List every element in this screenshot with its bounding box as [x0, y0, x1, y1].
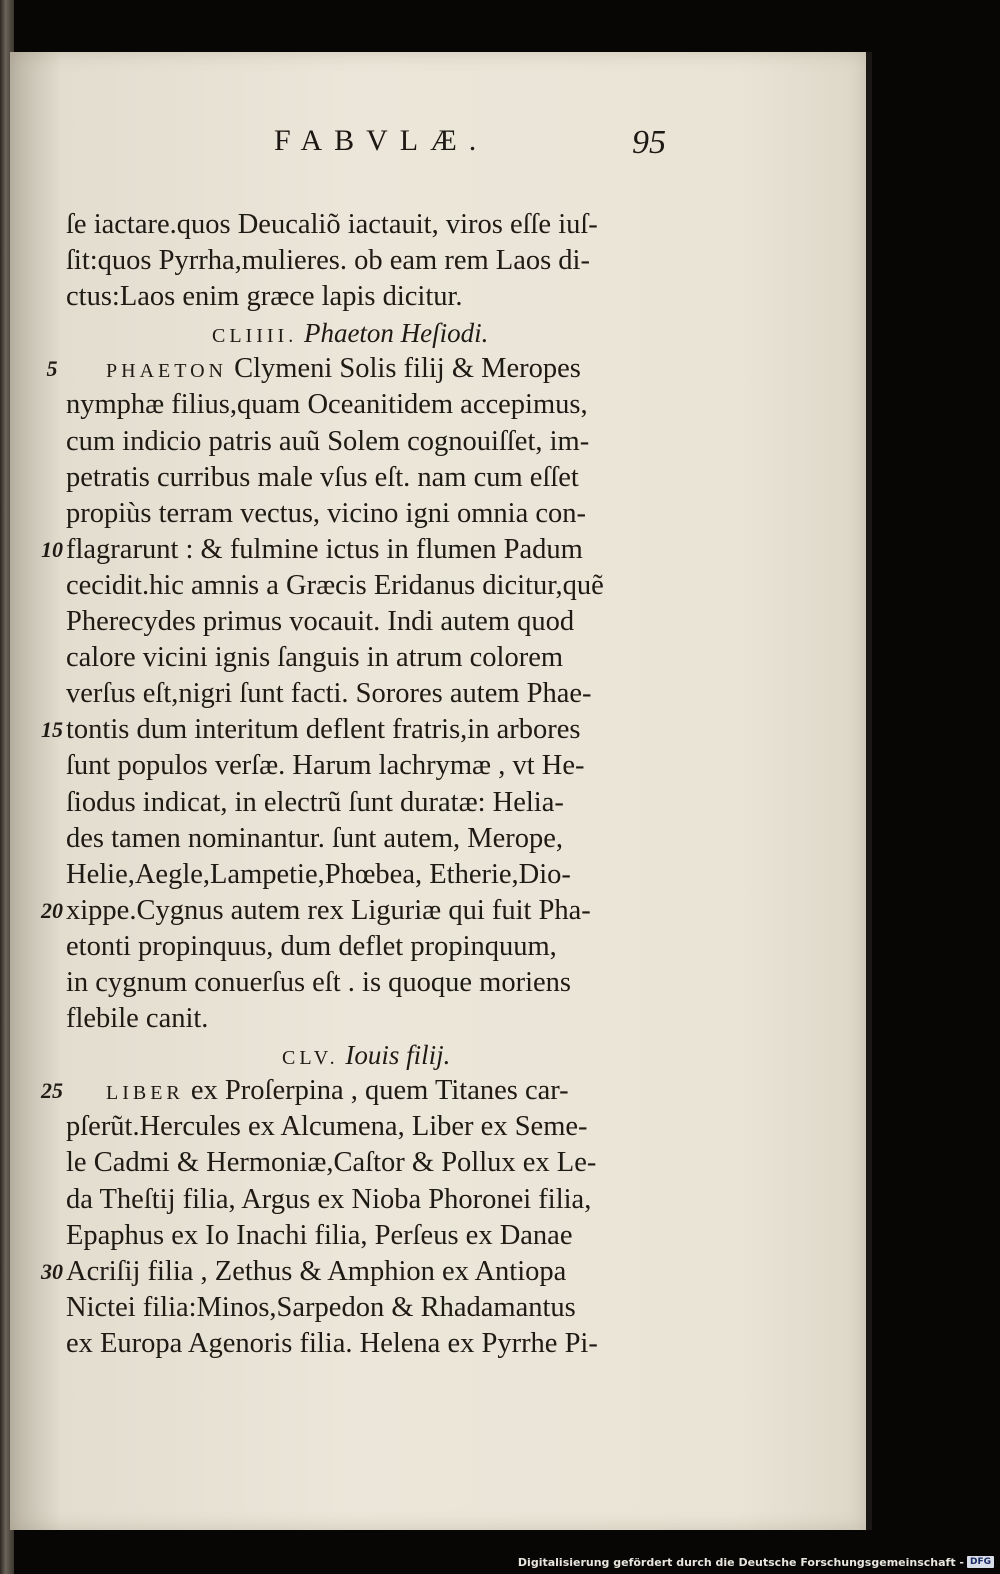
margin-line-number: 20: [41, 897, 63, 923]
running-head: [10, 124, 866, 164]
line-text: Pherecydes primus vocauit. Indi autem quod: [66, 606, 575, 638]
dfg-logo: DFG: [967, 1556, 994, 1568]
line-text: da Theſtij filia, Argus ex Nioba Phoronei filia,: [66, 1183, 592, 1215]
text-line: [66, 1145, 686, 1181]
margin-line-number: 5: [46, 356, 58, 382]
text-line: [41, 712, 686, 748]
page-edge-shadow: [866, 52, 872, 1530]
section-number: CLV.: [282, 1047, 339, 1070]
line-text: Nictei filia:Minos,Sarpedon & Rhadamantus: [66, 1291, 576, 1323]
text-line: [66, 424, 686, 460]
line-text: propiùs terram vectus, vicino igni omnia con-: [66, 497, 586, 529]
text-line: [66, 821, 686, 857]
initial-word: LIBER: [106, 1082, 184, 1105]
line-text: Epaphus ex Io Inachi filia, Perſeus ex Danae: [66, 1219, 573, 1251]
text-line: [66, 640, 686, 676]
text-line: [66, 279, 686, 315]
line-text: verſus eſt,nigri ſunt facti. Sorores autem Phae-: [66, 678, 592, 710]
line-text: petratis curribus male vſus eſt. nam cum eſſet: [66, 461, 579, 493]
initial-word: PHAETON: [106, 360, 227, 383]
line-text: cum indicio patris auũ Solem cognouiſſet, im-: [66, 425, 590, 457]
line-text: pſerũt.Hercules ex Alcumena, Liber ex Seme-: [66, 1111, 588, 1143]
line-text: tontis dum interitum deflent fratris,in arbores: [66, 714, 581, 746]
section-heading: [66, 1037, 686, 1073]
margin-line-number: 15: [41, 717, 63, 743]
margin-line-number: 25: [41, 1078, 63, 1104]
section-heading: [66, 315, 686, 351]
text-line: [66, 676, 686, 712]
book-page: [10, 52, 866, 1530]
text-line: [66, 1182, 686, 1218]
line-text: ſe iactare.quos Deucaliõ iactauit, viros eſſe iuſ-: [66, 209, 598, 240]
digitization-footer: [518, 1552, 994, 1572]
line-text: ſiodus indicat, in electrũ ſunt duratæ: Helia-: [66, 786, 564, 818]
text-line: [66, 965, 686, 1001]
section-number: CLIIII.: [212, 325, 298, 348]
line-text: calore vicini ignis ſanguis in atrum colorem: [66, 642, 564, 674]
text-line: [66, 496, 686, 532]
text-line: [66, 460, 686, 496]
text-line: [41, 532, 686, 568]
text-line: [66, 785, 686, 821]
text-line: [66, 243, 686, 279]
text-line: [66, 1290, 686, 1326]
section-title: Iouis filij.: [345, 1040, 451, 1071]
text-line: [66, 748, 686, 784]
line-text: Clymeni Solis filij & Meropes: [234, 353, 581, 385]
text-line: [41, 893, 686, 929]
running-head-title: FABVLÆ.: [274, 124, 489, 157]
line-text: etonti propinquus, dum deflet propinquum,: [66, 930, 557, 962]
line-text: des tamen nominantur. ſunt autem, Merope,: [66, 822, 564, 854]
line-text: ex Europa Agenoris filia. Helena ex Pyrrhe Pi-: [66, 1327, 598, 1359]
line-text: in cygnum conuerſus eſt . is quoque moriens: [66, 966, 571, 998]
line-text: xippe.Cygnus autem rex Liguriæ qui fuit Pha-: [66, 894, 591, 926]
text-line: [66, 1109, 686, 1145]
line-text: ctus:Laos enim græce lapis dicitur.: [66, 281, 463, 313]
line-text: flebile canit.: [66, 1003, 209, 1035]
line-text: Helie,Aegle,Lampetie,Phœbea, Etherie,Dio-: [66, 858, 571, 890]
section-title: Phaeton Heſiodi.: [303, 318, 489, 349]
text-line: [66, 1218, 686, 1254]
text-line: [66, 207, 686, 243]
margin-line-number: 30: [41, 1258, 63, 1284]
line-text: Acriſij filia , Zethus & Amphion ex Antiopa: [66, 1255, 567, 1287]
text-line: [41, 1073, 686, 1109]
text-line: [66, 929, 686, 965]
line-text: ex Proſerpina , quem Titanes car-: [190, 1075, 569, 1107]
line-text: ſunt populos verſæ. Harum lachrymæ , vt He-: [66, 750, 585, 782]
footer-credit: Digitalisierung gefördert durch die Deutsche Forschungsgemeinschaft -: [517, 1555, 964, 1569]
text-block: [41, 207, 686, 1362]
text-line: [41, 1254, 686, 1290]
line-text: flagrarunt : & fulmine ictus in flumen Padum: [66, 533, 583, 565]
text-line: [66, 1001, 686, 1037]
line-text: ſit:quos Pyrrha,mulieres. ob eam rem Laos di-: [66, 245, 590, 277]
text-line: [66, 387, 686, 423]
line-text: nymphæ filius,quam Oceanitidem accepimus,: [66, 389, 588, 421]
text-line: [66, 1326, 686, 1362]
page-number: 95: [632, 124, 666, 161]
text-line: [66, 857, 686, 893]
line-text: cecidit.hic amnis a Græcis Eridanus dicitur,quẽ: [66, 569, 604, 601]
text-line: [66, 604, 686, 640]
line-text: le Cadmi & Hermoniæ,Caſtor & Pollux ex Le-: [66, 1147, 597, 1179]
text-line: [66, 568, 686, 604]
margin-line-number: 10: [41, 536, 63, 562]
text-line: [46, 351, 686, 387]
